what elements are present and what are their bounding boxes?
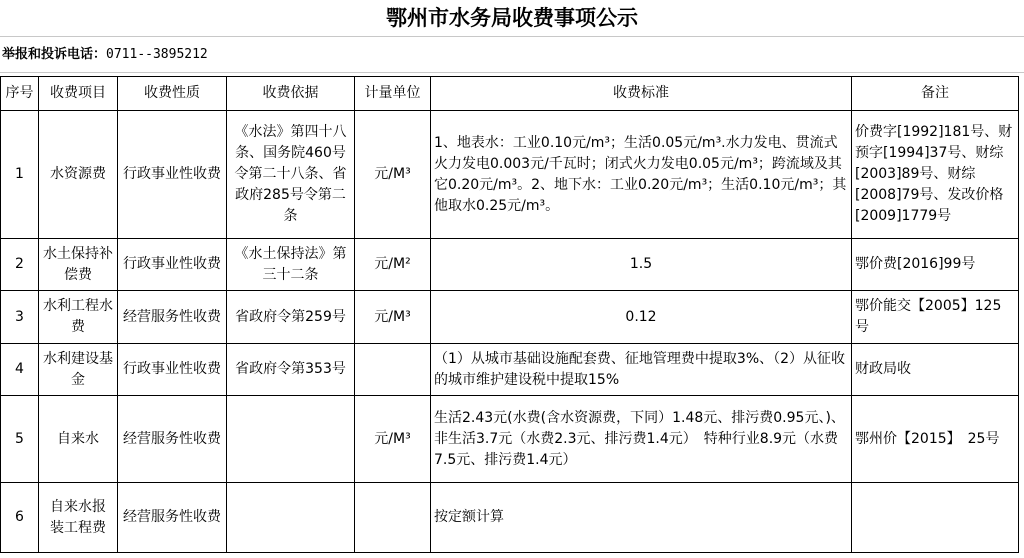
col-header-standard: 收费标准 [431, 77, 852, 111]
cell-unit [355, 483, 431, 553]
cell-basis: 《水土保持法》第三十二条 [227, 239, 355, 291]
cell-unit: 元/M³ [355, 111, 431, 239]
table-row [1, 344, 1019, 396]
cell-basis: 《水法》第四十八条、国务院460号令第二十八条、省政府285号令第二条 [227, 111, 355, 239]
cell-basis [227, 483, 355, 553]
col-header-item: 收费项目 [39, 77, 118, 111]
header-row [1, 77, 1019, 111]
table-row [1, 111, 1019, 239]
cell-basis: 省政府令第259号 [227, 291, 355, 344]
table-row [1, 396, 1019, 483]
table-row [1, 291, 1019, 344]
hotline-label: 举报和投诉电话： [2, 47, 107, 62]
cell-note: 鄂州价【2015】 25号 [852, 396, 1019, 483]
page-title: 鄂州市水务局收费事项公示 [0, 0, 1024, 37]
cell-unit: 元/M² [355, 239, 431, 291]
cell-item: 自来水 [39, 396, 118, 483]
cell-nature: 行政事业性收费 [118, 111, 227, 239]
cell-item: 自来水报 装工程费 [39, 483, 118, 553]
cell-note [852, 483, 1019, 553]
cell-standard: 1、地表水：工业0.10元/m³；生活0.05元/m³.水力发电、贯流式火力发电0.003元/千瓦时；闭式火力发电0.05元/m³；跨流域及其它0.20元/m³。2、地下水：工业0.20元/m³；生活0.10元/m³；其他取水0.25元/m³。 [431, 111, 852, 239]
cell-item: 水利工程水费 [39, 291, 118, 344]
cell-nature: 行政事业性收费 [118, 344, 227, 396]
cell-nature: 经营服务性收费 [118, 291, 227, 344]
cell-no: 2 [1, 239, 39, 291]
cell-nature: 经营服务性收费 [118, 396, 227, 483]
col-header-nature: 收费性质 [118, 77, 227, 111]
cell-item: 水土保持补偿费 [39, 239, 118, 291]
cell-no: 4 [1, 344, 39, 396]
cell-item: 水资源费 [39, 111, 118, 239]
cell-note: 鄂价费[2016]99号 [852, 239, 1019, 291]
cell-note: 价费字[1992]181号、财预字[1994]37号、财综[2003]89号、财综[2008]79号、发改价格[2009]1779号 [852, 111, 1019, 239]
fee-table [0, 76, 1019, 553]
hotline-number: 0711--3895212 [106, 47, 208, 62]
cell-nature: 经营服务性收费 [118, 483, 227, 553]
cell-basis [227, 396, 355, 483]
col-header-no: 序号 [1, 77, 39, 111]
col-header-basis: 收费依据 [227, 77, 355, 111]
cell-basis: 省政府令第353号 [227, 344, 355, 396]
cell-standard: 0.12 [431, 291, 852, 344]
cell-no: 3 [1, 291, 39, 344]
cell-nature: 行政事业性收费 [118, 239, 227, 291]
complaint-hotline [0, 37, 1024, 73]
cell-unit [355, 344, 431, 396]
table-row [1, 239, 1019, 291]
cell-standard: 1.5 [431, 239, 852, 291]
cell-note: 财政局收 [852, 344, 1019, 396]
cell-standard: 生活2.43元(水费(含水资源费，下同）1.48元、排污费0.95元、)、非生活3.7元（水费2.3元、排污费1.4元） 特种行业8.9元（水费7.5元、排污费1.4元） [431, 396, 852, 483]
cell-unit: 元/M³ [355, 396, 431, 483]
cell-item: 水利建设基金 [39, 344, 118, 396]
col-header-note: 备注 [852, 77, 1019, 111]
cell-note: 鄂价能交【2005】125号 [852, 291, 1019, 344]
cell-unit: 元/M³ [355, 291, 431, 344]
cell-no: 1 [1, 111, 39, 239]
cell-standard: （1）从城市基础设施配套费、征地管理费中提取3%、（2）从征收的城市维护建设税中提取15% [431, 344, 852, 396]
col-header-unit: 计量单位 [355, 77, 431, 111]
cell-standard: 按定额计算 [431, 483, 852, 553]
cell-no: 6 [1, 483, 39, 553]
cell-no: 5 [1, 396, 39, 483]
table-row [1, 483, 1019, 553]
